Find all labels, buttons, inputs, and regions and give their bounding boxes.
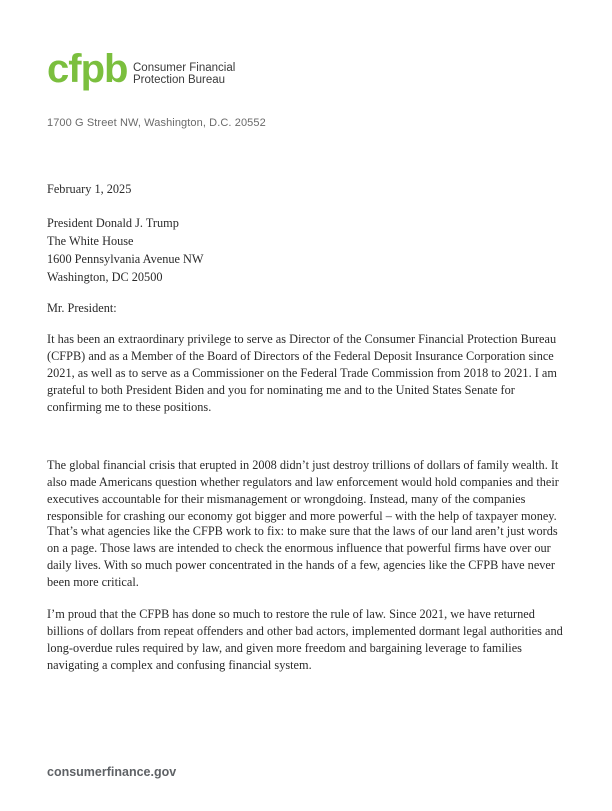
body-paragraph: It has been an extraordinary privilege to serve as Director of the Consumer Financial Protection Bureau (CFPB) and as a Member of the Board of Directors of the Federal Deposit Insurance Corporation since 2021, as well as to serve as a Commissioner on the Federal Trade Commission from 2018 to 2021. I am grateful to both President Biden and you for nominating me and to the United States Senate for confirming me to these positions.	[47, 332, 557, 414]
recipient-block	[47, 215, 204, 287]
letterhead-address: 1700 G Street NW, Washington, D.C. 20552	[47, 117, 266, 129]
recipient-line: President Donald J. Trump	[47, 216, 179, 230]
footer-website: consumerfinance.gov	[47, 765, 177, 779]
cfpb-logo: cfpb	[47, 47, 128, 91]
body-paragraph: The global financial crisis that erupted in 2008 didn’t just destroy trillions of dollars of family wealth. It also made Americans question whether regulators and law enforcement would hold companies and their executives accountable for their mismanagement or wrongdoing. Instead, many of the companies responsible for crashing our economy got bigger and more powerful – with the help of taxpayer money.	[47, 458, 559, 523]
org-name-line1: Consumer Financial	[133, 62, 236, 74]
recipient-line: 1600 Pennsylvania Avenue NW	[47, 252, 204, 266]
org-name	[133, 62, 235, 86]
body-paragraph: I’m proud that the CFPB has done so much to restore the rule of law. Since 2021, we have returned billions of dollars from repeat offenders and other bad actors, implemented dormant legal authorities and long-overdue rules required by law, and given more freedom and bargaining leverage to families navigating a complex and confusing financial system.	[47, 607, 563, 672]
recipient-line: Washington, DC 20500	[47, 270, 163, 284]
letter-date: February 1, 2025	[47, 182, 132, 196]
salutation: Mr. President:	[47, 301, 117, 315]
body-paragraph: That’s what agencies like the CFPB work to fix: to make sure that the laws of our land aren’t just words on a page. Those laws are intended to check the enormous influence that powerful firms have over our daily lives. With so much power concentrated in the hands of a few, agencies like the CFPB have never been more critical.	[47, 524, 558, 589]
org-name-line2: Protection Bureau	[133, 74, 226, 86]
recipient-line: The White House	[47, 234, 134, 248]
